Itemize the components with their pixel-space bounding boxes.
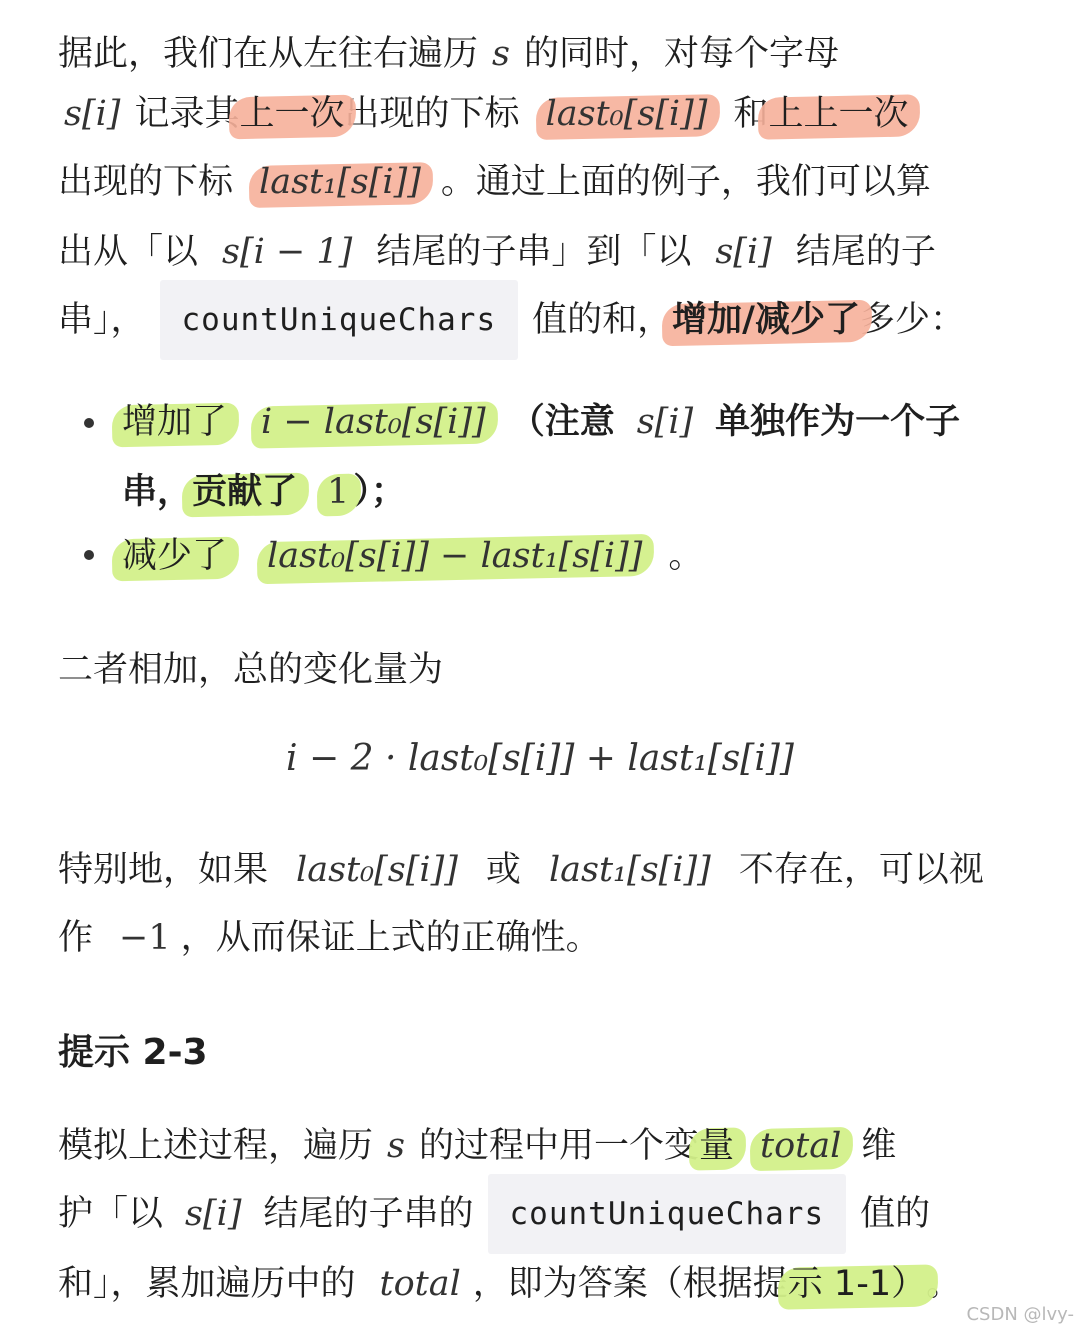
math-s-i: s[i]	[636, 402, 694, 442]
highlight-green: 示 1-1）	[788, 1250, 926, 1318]
text: 串」，	[58, 300, 146, 340]
text: 和」，累加遍历中的	[58, 1264, 356, 1304]
b1-line-2	[122, 458, 406, 526]
display-formula	[0, 738, 1080, 779]
math-last1: last₁[s[i]]	[259, 148, 421, 216]
p4-line-3	[58, 1250, 961, 1318]
math-minus-1: −1	[119, 918, 171, 958]
p1-line-5	[58, 286, 965, 354]
math-last0: last₀[s[i]]	[296, 850, 458, 890]
math-total: total	[760, 1112, 841, 1180]
text: 特别地，如果	[58, 850, 269, 890]
text: 。	[668, 536, 704, 576]
text: 结尾的子串的	[263, 1194, 474, 1234]
text: 值的和，	[532, 300, 673, 340]
p1-line-1	[58, 20, 839, 88]
p3-line-2	[58, 904, 601, 972]
highlight-green: 量	[699, 1112, 734, 1180]
math-s-i: s[i]	[715, 232, 772, 272]
text: 出从「以	[58, 232, 199, 272]
math-1: 1	[327, 458, 349, 526]
bullet-dot	[84, 550, 94, 560]
text: ）；	[353, 472, 406, 512]
text: 记录其	[134, 94, 240, 134]
highlight-bold-orange: 增加/减少了	[672, 286, 860, 354]
text: 据此，我们在从左往右遍历	[58, 34, 479, 74]
text: 结尾的子	[795, 232, 936, 272]
highlight-green: 减少了	[122, 522, 227, 590]
text: （注意	[509, 402, 615, 442]
code-count-unique-chars: countUniqueChars	[488, 1174, 847, 1254]
text: 的同时，对每个字母	[523, 34, 839, 74]
math-s: s	[492, 34, 510, 74]
text: 护「以	[58, 1194, 164, 1234]
text: 单独作为一个子	[715, 402, 961, 442]
bullet-dot	[84, 418, 94, 428]
text: 不存在，可以视	[738, 850, 984, 890]
highlight-green: 增加了	[122, 388, 227, 456]
text: 结尾的子串」到「以	[376, 232, 692, 272]
formula-text: i − 2 · last₀[s[i]] + last₁[s[i]]	[286, 738, 794, 779]
text: 二者相加，总的变化量为	[58, 650, 444, 690]
math-last1: last₁[s[i]]	[548, 850, 711, 890]
text: 维	[861, 1126, 897, 1166]
text: 和	[733, 94, 769, 134]
section-heading: 提示 2-3	[58, 1032, 208, 1073]
text: 值的	[860, 1194, 931, 1234]
p4-line-1	[58, 1112, 896, 1180]
text: 。	[926, 1264, 962, 1304]
b2-line-1	[122, 522, 703, 590]
highlight-orange: 上一次	[239, 80, 344, 148]
text: 出现的下标	[58, 162, 234, 202]
watermark: CSDN @lvy-	[966, 1304, 1074, 1325]
text: ，从而保证上式的正确性。	[180, 918, 601, 958]
text: ，即为答案（根据提	[472, 1264, 788, 1304]
text: 。通过上面的例子，我们可以算	[440, 162, 931, 202]
math-i-minus-last0: i − last₀[s[i]]	[261, 388, 486, 456]
text: 或	[485, 850, 521, 890]
math-s: s	[387, 1126, 405, 1166]
text: 的过程中用一个变	[418, 1126, 699, 1166]
math-s-i: s[i]	[64, 94, 121, 134]
code-count-unique-chars: countUniqueChars	[160, 280, 519, 360]
text: 串，	[122, 472, 193, 512]
p2-line-1	[58, 636, 443, 704]
highlight-green: 贡献了	[192, 458, 297, 526]
p1-line-3	[58, 148, 931, 216]
text: 出现的下标	[344, 94, 520, 134]
b1-line-1	[122, 388, 960, 456]
text: 作	[58, 918, 94, 958]
math-last0-minus-last1: last₀[s[i]] − last₁[s[i]]	[267, 522, 642, 590]
math-last0: last₀[s[i]]	[546, 80, 708, 148]
text: 多少：	[859, 300, 965, 340]
math-total: total	[379, 1264, 461, 1304]
text: 模拟上述过程，遍历	[58, 1126, 374, 1166]
p4-line-2	[58, 1180, 930, 1248]
p1-line-4	[58, 218, 936, 286]
highlight-orange: 上上一次	[768, 80, 908, 148]
p1-line-2	[58, 80, 908, 148]
p3-line-1	[58, 836, 984, 904]
math-s-i-minus-1: s[i − 1]	[222, 232, 353, 272]
math-s-i: s[i]	[185, 1194, 242, 1234]
